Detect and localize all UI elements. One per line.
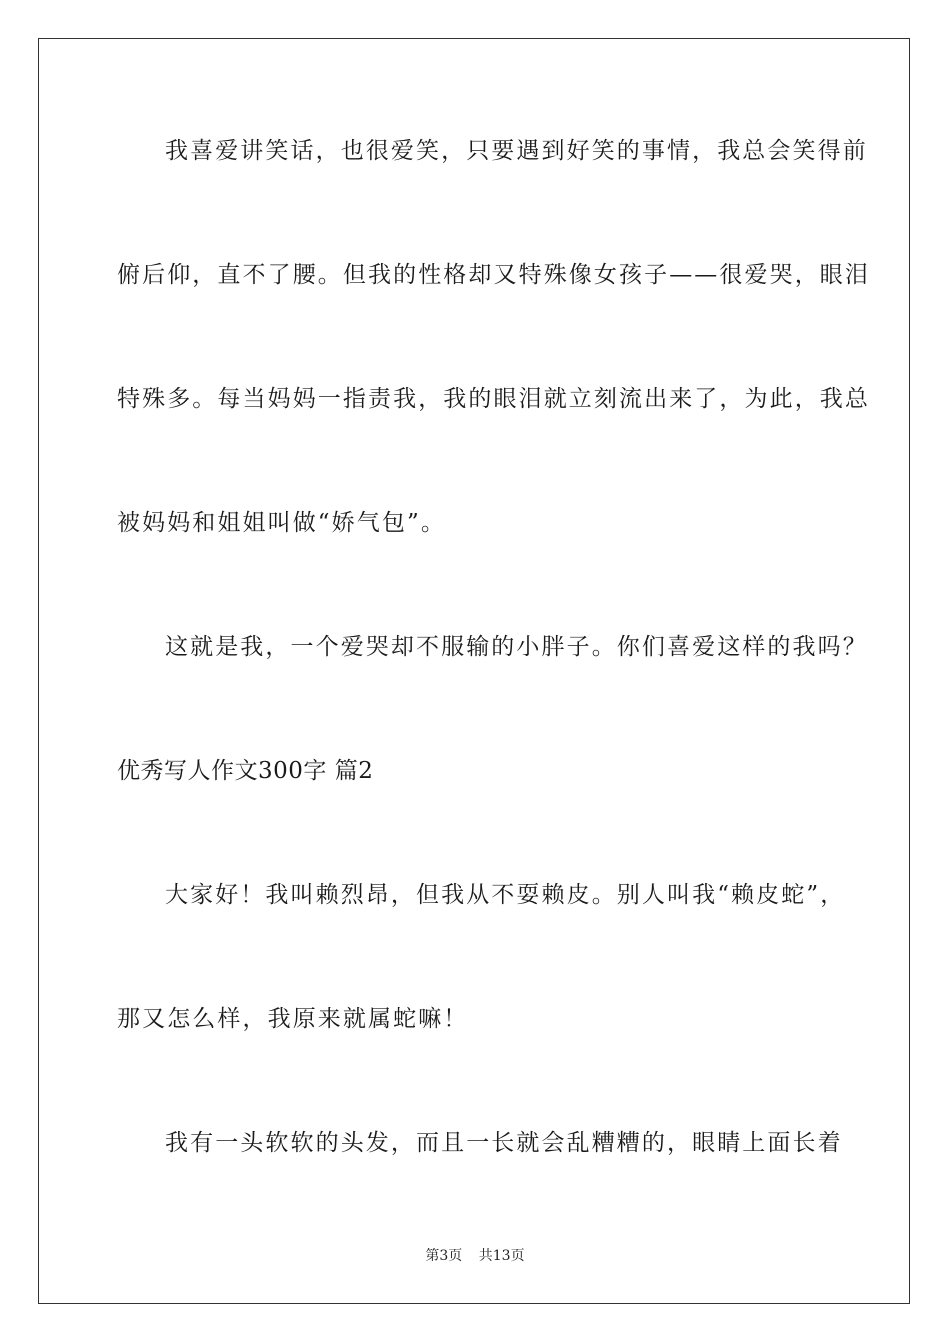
section-heading: 优秀写人作文300字 篇2 (117, 758, 374, 784)
paragraph-line: 我喜爱讲笑话，也很爱笑，只要遇到好笑的事情，我总会笑得前 (165, 138, 868, 164)
paragraph-line: 特殊多。每当妈妈一指责我，我的眼泪就立刻流出来了，为此，我总 (117, 386, 870, 412)
page-footer (0, 1246, 950, 1266)
page-number: 第3页 (425, 1248, 463, 1264)
paragraph-line: 俯后仰，直不了腰。但我的性格却又特殊像女孩子——很爱哭，眼泪 (117, 262, 870, 288)
paragraph-line: 我有一头软软的头发，而且一长就会乱糟糟的，眼睛上面长着 (165, 1130, 843, 1156)
paragraph-line: 这就是我，一个爱哭却不服输的小胖子。你们喜爱这样的我吗？ (165, 634, 868, 660)
paragraph-line: 那又怎么样，我原来就属蛇嘛！ (117, 1006, 469, 1032)
page-border (38, 38, 910, 1304)
paragraph-line: 大家好！我叫赖烈昂，但我从不耍赖皮。别人叫我“赖皮蛇”， (165, 882, 846, 908)
page-total: 共13页 (478, 1248, 525, 1264)
paragraph-line: 被妈妈和姐姐叫做“娇气包”。 (117, 510, 446, 536)
